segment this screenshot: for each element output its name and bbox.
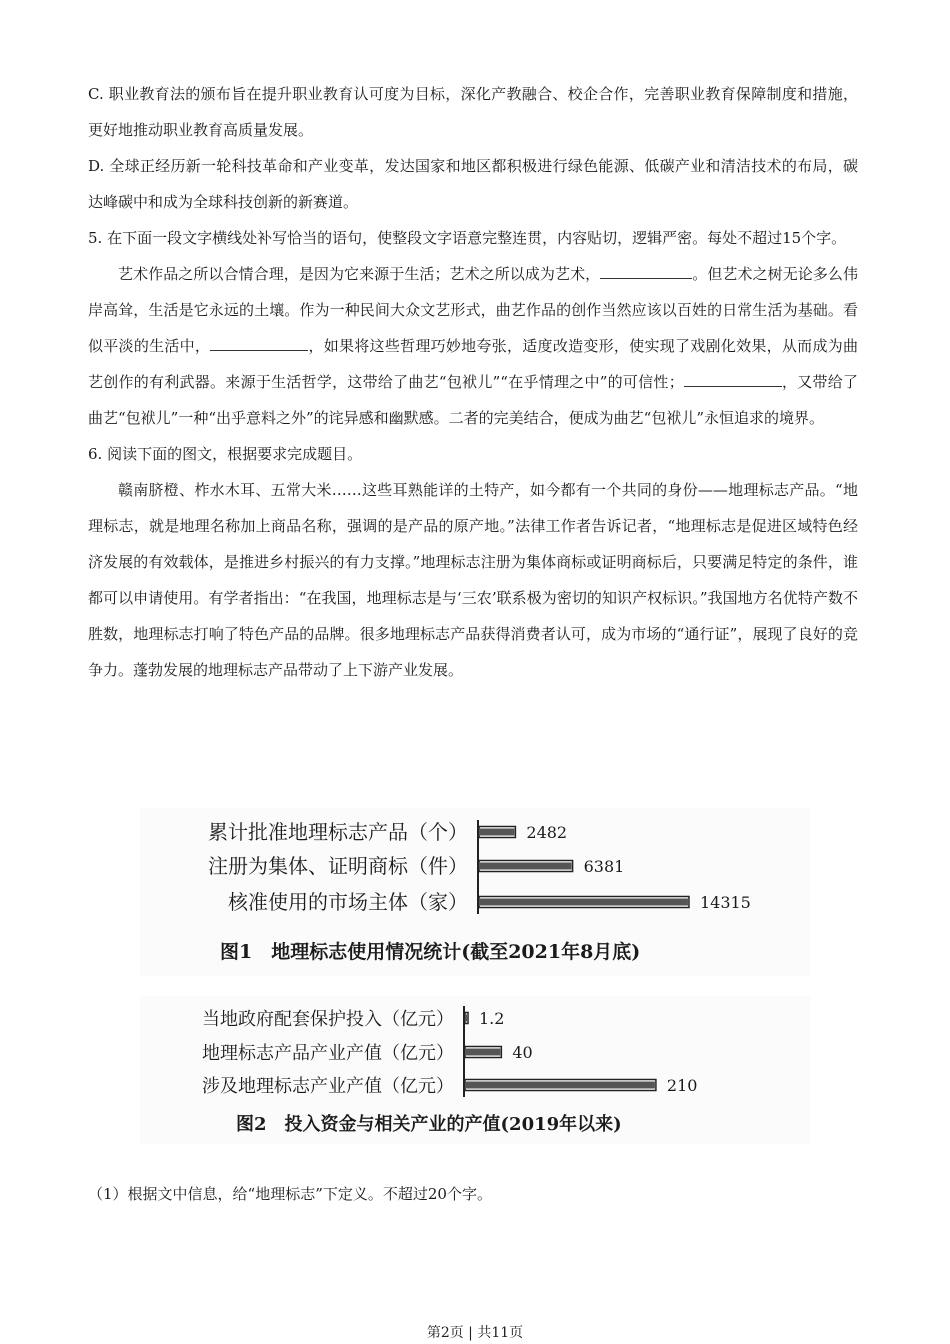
answer-blank-2[interactable]	[210, 334, 308, 351]
page-footer: 第2页 | 共11页	[426, 1325, 524, 1341]
chart-bar	[480, 899, 688, 906]
chart-category-label: 涉及地理标志产业产值（亿元）	[202, 1076, 454, 1097]
chart-category-label: 地理标志产品产业产值（亿元）	[202, 1043, 454, 1064]
chart-bar	[466, 1015, 467, 1022]
chart-bar	[480, 829, 514, 836]
figure-1	[140, 808, 810, 976]
passage-segment-3: ，如果将这些哲理巧妙地夸张，适度改造变形，使实现了戏剧化效果，从而成为曲艺创作的有利武器。来源于生活哲学，这带给了曲艺“包袱儿”“在乎情理之中”的可信性；	[88, 337, 858, 391]
chart-category-label: 累计批准地理标志产品（个）	[208, 820, 468, 844]
chart-category-label: 当地政府配套保护投入（亿元）	[202, 1009, 454, 1030]
chart-title: 图1 地理标志使用情况统计(截至2021年8月底)	[220, 941, 641, 963]
answer-blank-3[interactable]	[684, 370, 782, 387]
question-5-prompt: 5. 在下面一段文字横线处补写恰当的语句，使整段文字语意完整连贯，内容贴切，逻辑严密。每处不超过15个字。	[88, 229, 847, 247]
passage-segment-4: ，又带给了曲艺“包袱儿”一种“出乎意料之外”的诧异感和幽默感。二者的完美结合，便成为曲艺“包袱儿”永恒追求的境界。	[88, 373, 858, 427]
question-6-prompt: 6. 阅读下面的图文，根据要求完成题目。	[88, 445, 363, 463]
chart-title: 图2 投入资金与相关产业的产值(2019年以来)	[236, 1114, 622, 1135]
question-6-passage: 赣南脐橙、柞水木耳、五常大米……这些耳熟能详的土特产，如今都有一个共同的身份——地理标志产品。“地理标志，就是地理名称加上商品名称，强调的是产品的原产地。”法律工作者告诉记者，“地理标志是促进区域特色经济发展的有效载体，是推进乡村振兴的有力支撑。”地理标志注册为集体商标或证明商标后，只要满足特定的条件，谁都可以申请使用。有学者指出：“在我国，地理标志是与‘三农’联系极为密切的知识产权标识。”我国地方名优特产数不胜数，地理标志打响了特色产品的品牌。很多地理标志产品获得消费者认可，成为市场的“通行证”，展现了良好的竞争力。蓬勃发展的地理标志产品带动了上下游产业发展。	[88, 481, 858, 679]
chart-2-svg	[140, 996, 810, 1144]
question-5-passage	[88, 256, 858, 436]
chart-bar	[480, 863, 572, 870]
answer-blank-1[interactable]	[600, 262, 692, 279]
chart-value-label: 1.2	[479, 1009, 505, 1028]
chart-value-label: 2482	[526, 823, 568, 842]
chart-1-svg	[140, 808, 810, 976]
chart-value-label: 6381	[583, 857, 625, 876]
figure-2	[140, 996, 810, 1144]
chart-bar	[466, 1049, 500, 1056]
chart-value-label: 210	[666, 1076, 698, 1095]
chart-bar	[466, 1082, 655, 1089]
passage-segment-2: 。但艺术之树无论多么伟岸高耸，生活是它永远的土壤。作为一种民间大众文艺形式，曲艺作品的创作当然应该以百姓的日常生活为基础。看似平淡的生活中，	[88, 265, 858, 355]
option-c: C. 职业教育法的颁布旨在提升职业教育认可度为目标，深化产教融合、校企合作，完善职业教育保障制度和措施，更好地推动职业教育高质量发展。	[88, 85, 858, 139]
chart-value-label: 40	[512, 1043, 533, 1062]
chart-value-label: 14315	[699, 893, 751, 912]
page-content	[88, 76, 858, 688]
chart-category-label: 注册为集体、证明商标（件）	[208, 854, 468, 878]
sub-question-1-text: （1）根据文中信息，给“地理标志”下定义。不超过20个字。	[88, 1185, 492, 1203]
sub-question-1	[88, 1176, 858, 1212]
option-d: D. 全球正经历新一轮科技革命和产业变革，发达国家和地区都积极进行绿色能源、低碳产业和清洁技术的布局，碳达峰碳中和成为全球科技创新的新赛道。	[88, 157, 858, 211]
chart-category-label: 核准使用的市场主体（家）	[228, 890, 468, 914]
passage-segment-1: 艺术作品之所以合情合理，是因为它来源于生活；艺术之所以成为艺术，	[118, 265, 601, 283]
